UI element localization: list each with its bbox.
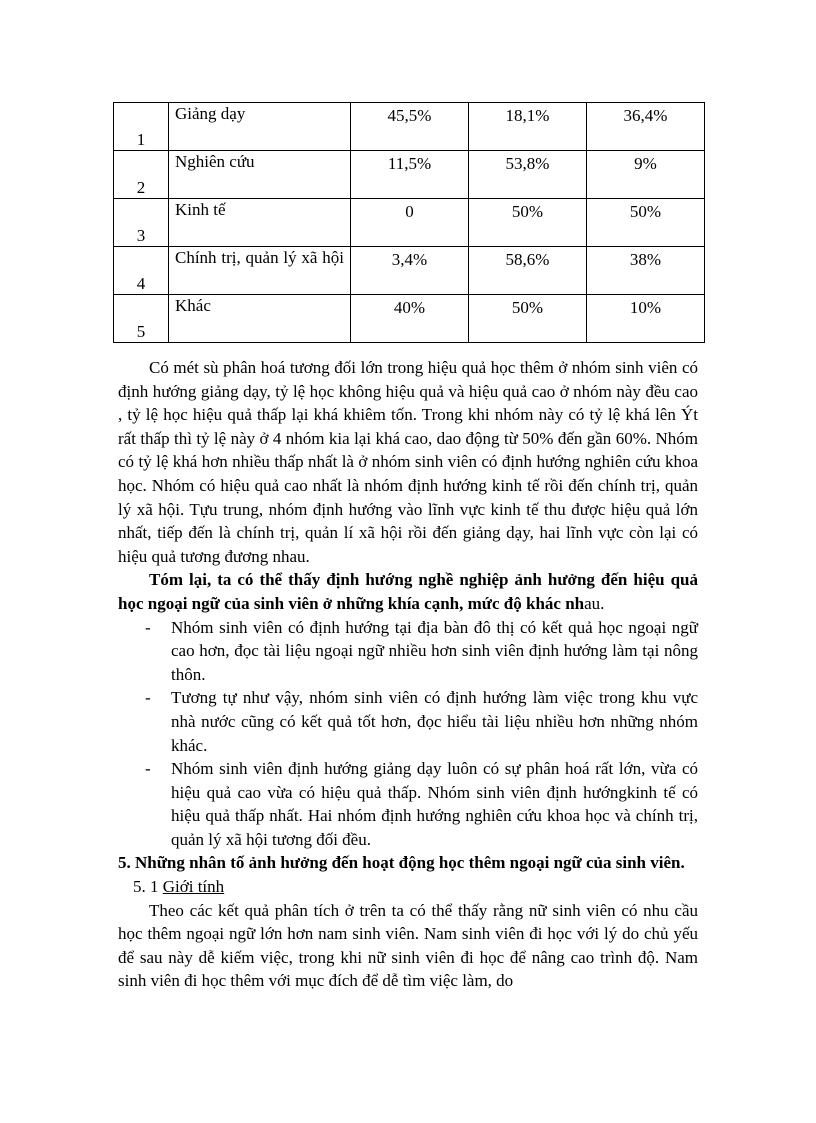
row-value-1: 40% [351,295,469,343]
bullet-text: Tương tự như vậy, nhóm sinh viên có định hướng làm việc trong khu vực nhà nước cũng có kết quả tốt hơn, đọc hiểu tài liệu nhiều hơn những nhóm khác. [171,688,698,755]
bullet-text: Nhóm sinh viên định hướng giảng dạy luôn có sự phân hoá rất lớn, vừa có hiệu quả cao vừa có hiệu quả thấp. Nhóm sinh viên định hướngkinh tế có hiệu quả thấp nhất. Hai nhóm định hướng nghiên cứu khoa học và chính trị, quản lý xã hội tương đối đều. [171,759,698,849]
table-row [114,199,705,247]
row-category: Khác [169,295,351,343]
row-number: 3 [114,199,169,247]
row-value-1: 45,5% [351,103,469,151]
bullet-dash: - [145,688,151,708]
bullet-dash: - [145,617,151,637]
row-category: Kinh tế [169,199,351,247]
section-5-heading: 5. Những nhân tố ảnh hưởng đến hoạt động học thêm ngoại ngữ của sinh viên. [118,853,685,873]
subsection-heading [118,875,698,899]
row-value-2: 18,1% [469,103,587,151]
gender-paragraph: Theo các kết quả phân tích ở trên ta có thể thấy rằng nữ sinh viên có nhu cầu học thêm ngoại ngữ lớn hơn nam sinh viên. Nam sinh viên đi học với lý do chủ yếu để sau này dễ kiếm việc, trong khi nữ sinh viên đi học để nâng cao trình độ. Nam sinh viên đi học thêm với mục đích để dễ tìm việc làm, do [118,900,698,991]
bullet-dash: - [145,759,151,779]
row-category: Giảng dạy [169,103,351,151]
row-value-1: 11,5% [351,151,469,199]
efficiency-table [113,102,705,343]
list-item [118,686,698,757]
table-row [114,103,705,151]
bullet-text: Nhóm sinh viên có định hướng tại địa bàn đô thị có kết quả học ngoại ngữ cao hơn, đọc tài liệu ngoại ngữ nhiều hơn sinh viên định hướng làm tại nông thôn. [171,617,698,684]
table-row [114,295,705,343]
row-value-2: 50% [469,295,587,343]
row-number: 5 [114,295,169,343]
table-row [114,247,705,295]
subsection-number: 5. 1 [133,877,159,897]
row-value-1: 3,4% [351,247,469,295]
row-value-3: 36,4% [587,103,705,151]
summary-paragraph [118,568,698,615]
row-value-2: 53,8% [469,151,587,199]
row-value-2: 58,6% [469,247,587,295]
row-value-3: 50% [587,199,705,247]
row-category: Nghiên cứu [169,151,351,199]
row-number: 4 [114,247,169,295]
row-value-3: 38% [587,247,705,295]
summary-bullet-list [118,616,698,852]
table-row [114,151,705,199]
subsection-title: Giới tính [162,877,225,897]
row-number: 1 [114,103,169,151]
list-item [118,757,698,851]
row-value-3: 10% [587,295,705,343]
row-number: 2 [114,151,169,199]
summary-tail: au. [584,593,605,613]
body-text [118,356,698,993]
row-value-3: 9% [587,151,705,199]
row-category: Chính trị, quản lý xã hội [169,247,351,295]
analysis-paragraph: Có mét sù phân hoá tương đối lớn trong hiệu quả học thêm ở nhóm sinh viên có định hướng giảng dạy, tỷ lệ học không hiệu quả và hiệu quả cao ở nhóm này đều cao , tỷ lệ học hiệu quả thấp lại khá khiêm tốn. Trong khi nhóm này có tỷ lệ khá lên Ýt rất thấp thì tỷ lệ này ở 4 nhóm kia lại khá cao, dao động từ 50% đến gần 60%. Nhóm có tỷ lệ khá hơn nhiều thấp nhất là ở nhóm sinh viên có định hướng nghiên cứu khoa học. Nhóm có hiệu quả cao nhất là nhóm định hướng kinh tế rồi đến chính trị, quản lý xã hội. Tựu trung, nhóm định hướng vào lĩnh vực kinh tế thu được hiệu quả lớn nhất, tiếp đến là chính trị, quản lí xã hội rồi đến giảng dạy, hai lĩnh vực còn lại có hiệu quả tương đương nhau. [118,358,698,566]
summary-bold: Tóm lại, ta có thể thấy định hướng nghề nghiệp ảnh hưởng đến hiệu quả học ngoại ngữ của sinh viên ở những khía cạnh, mức độ khác nh [118,570,698,613]
row-value-2: 50% [469,199,587,247]
list-item [118,616,698,687]
row-value-1: 0 [351,199,469,247]
